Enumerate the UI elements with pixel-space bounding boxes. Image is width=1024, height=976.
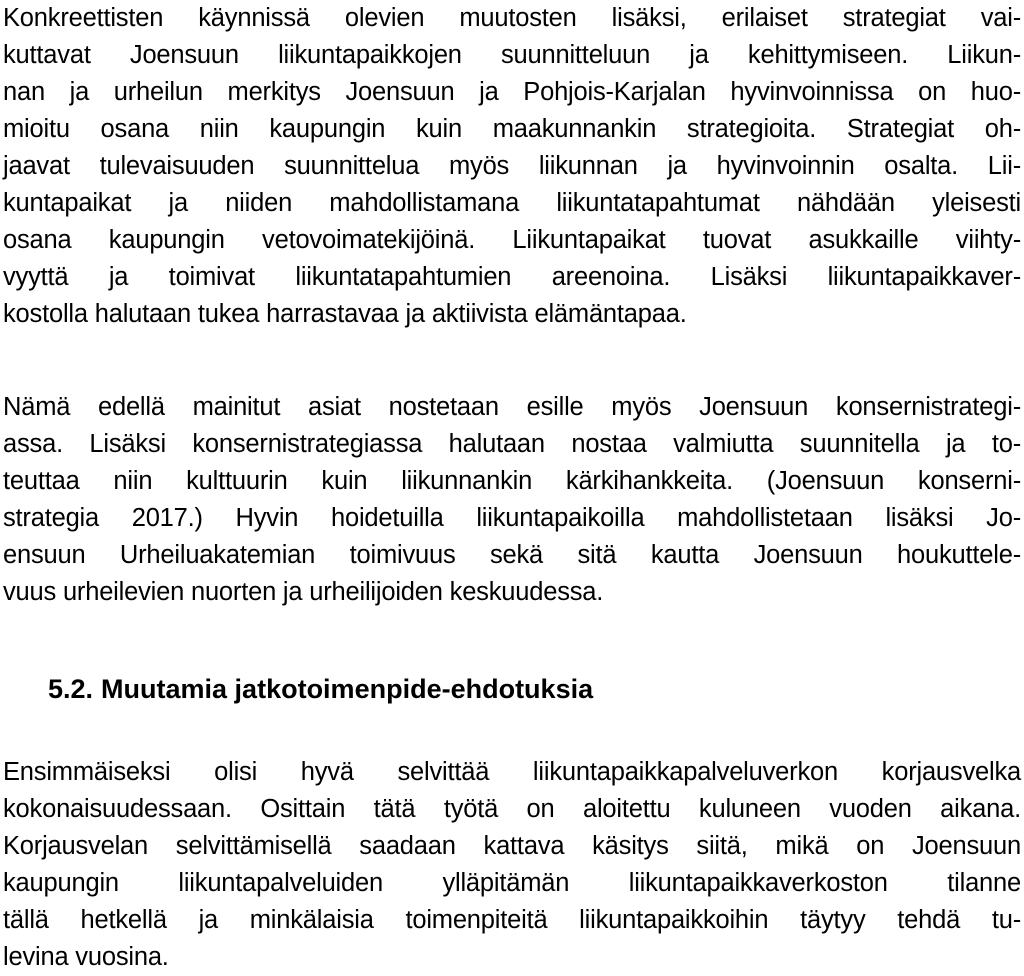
paragraph-line: kuntapaikat ja niiden mahdollistamana liikuntatapahtumat nähdään yleisesti	[3, 189, 1021, 217]
paragraph-line: Nämä edellä mainitut asiat nostetaan esille myös Joensuun konsernistrategi-	[3, 393, 1021, 421]
paragraph-line: osana kaupungin vetovoimatekijöinä. Liikuntapaikat tuovat asukkaille viihty-	[3, 226, 1021, 254]
paragraph-line: kokonaisuudessaan. Osittain tätä työtä on aloitettu kuluneen vuoden aikana.	[3, 795, 1021, 823]
paragraph-line: ensuun Urheiluakatemian toimivuus sekä sitä kautta Joensuun houkuttele-	[3, 541, 1021, 569]
paragraph-line: kuttavat Joensuun liikuntapaikkojen suunnitteluun ja kehittymiseen. Liikun-	[3, 41, 1021, 69]
paragraph-line: teuttaa niin kulttuurin kuin liikunnankin kärkihankkeita. (Joensuun konserni-	[3, 467, 1021, 495]
section-title: Muutamia jatkotoimenpide-ehdotuksia	[101, 674, 594, 704]
section-heading	[48, 670, 593, 708]
section-number: 5.2.	[48, 674, 94, 704]
paragraph-line: Korjausvelan selvittämisellä saadaan kattava käsitys siitä, mikä on Joensuun	[3, 832, 1021, 860]
paragraph-line: Ensimmäiseksi olisi hyvä selvittää liikuntapaikkapalveluverkon korjausvelka	[3, 758, 1021, 786]
paragraph-line: kaupungin liikuntapalveluiden ylläpitämän liikuntapaikkaverkoston tilanne	[3, 869, 1021, 897]
paragraph-line: assa. Lisäksi konsernistrategiassa halutaan nostaa valmiutta suunnitella ja to-	[3, 430, 1021, 458]
paragraph-line: jaavat tulevaisuuden suunnittelua myös liikunnan ja hyvinvoinnin osalta. Lii-	[3, 152, 1021, 180]
paragraph-line: strategia 2017.) Hyvin hoidetuilla liikuntapaikoilla mahdollistetaan lisäksi Jo-	[3, 504, 1021, 532]
paragraph-line: nan ja urheilun merkitys Joensuun ja Pohjois-Karjalan hyvinvoinnissa on huo-	[3, 78, 1021, 106]
paragraph-line: vyyttä ja toimivat liikuntatapahtumien areenoina. Lisäksi liikuntapaikkaver-	[3, 263, 1021, 291]
paragraph-line: kostolla halutaan tukea harrastavaa ja aktiivista elämäntapaa.	[3, 300, 687, 328]
paragraph-line: Konkreettisten käynnissä olevien muutosten lisäksi, erilaiset strategiat vai-	[3, 4, 1021, 32]
paragraph-line: tällä hetkellä ja minkälaisia toimenpiteitä liikuntapaikkoihin täytyy tehdä tu-	[3, 906, 1021, 934]
paragraph-line: levina vuosina.	[3, 943, 169, 971]
paragraph-line: vuus urheilevien nuorten ja urheilijoiden keskuudessa.	[3, 578, 604, 606]
paragraph-line: mioitu osana niin kaupungin kuin maakunnankin strategioita. Strategiat oh-	[3, 115, 1021, 143]
